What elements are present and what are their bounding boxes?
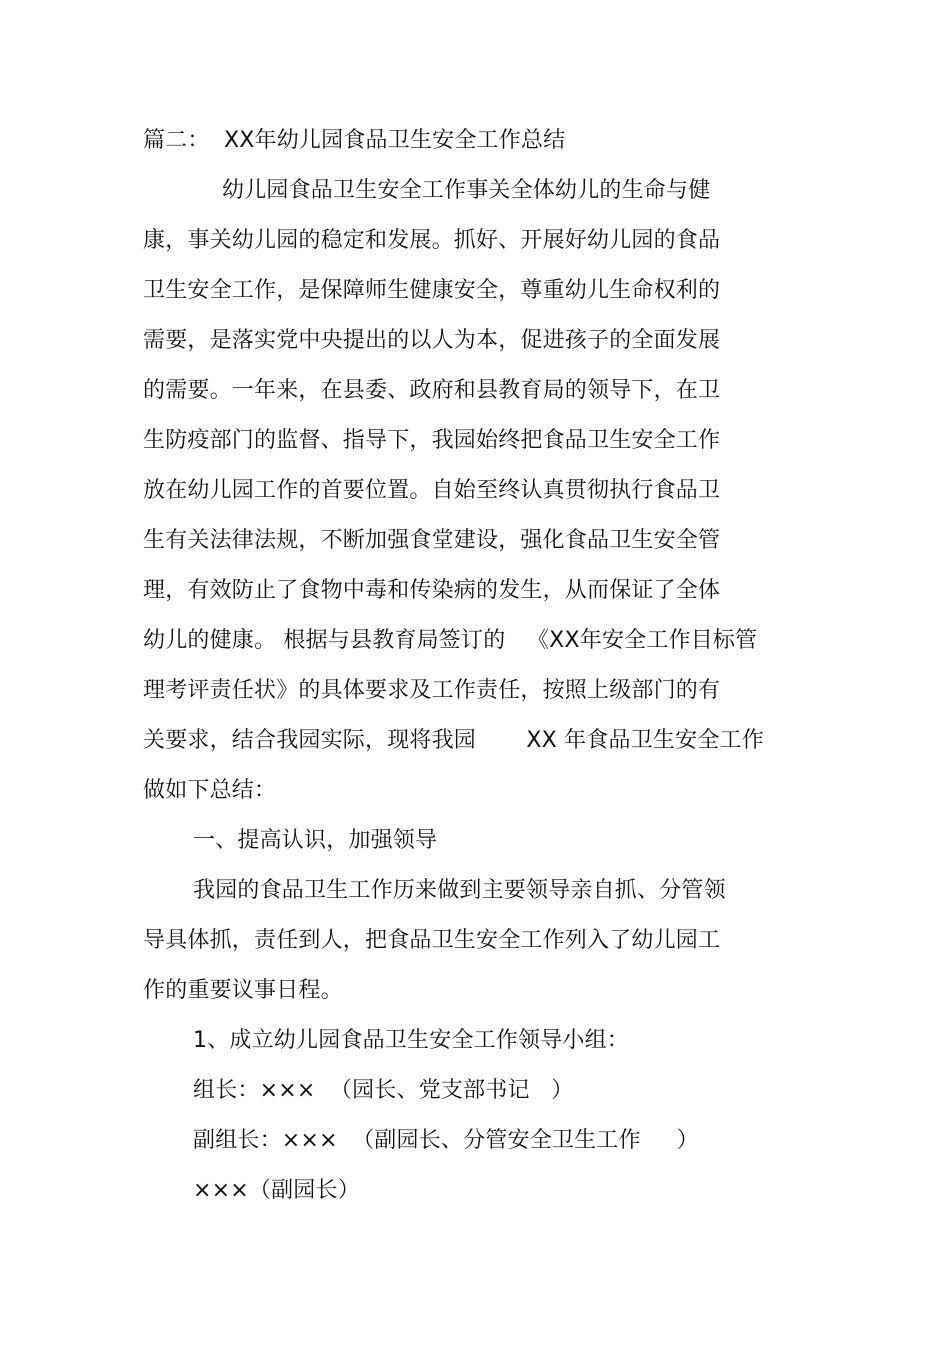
paragraph-line: 放在幼儿园工作的首要位置。自始至终认真贯彻执行食品卫: [143, 478, 721, 503]
paragraph-line: 需要，是落实党中央提出的以人为本，促进孩子的全面发展: [143, 328, 721, 353]
paragraph-line: 作的重要议事日程。: [143, 978, 343, 1003]
paragraph-line: 的需要。一年来，在县委、政府和县教育局的领导下，在卫: [143, 378, 721, 403]
paragraph-line: 卫生安全工作，是保障师生健康安全，尊重幼儿生命权利的: [143, 278, 721, 303]
section-heading: 一、提高认识，加强领导: [193, 828, 438, 853]
paragraph-line: 理考评责任状》的具体要求及工作责任，按照上级部门的有: [143, 678, 721, 703]
paragraph-line: 生有关法律法规，不断加强食堂建设，强化食品卫生安全管: [143, 528, 721, 553]
paragraph-line: 康，事关幼儿园的稳定和发展。抓好、开展好幼儿园的食品: [143, 228, 721, 253]
list-item: ×××（副园长）: [193, 1178, 360, 1203]
paragraph-line: 幼儿园食品卫生安全工作事关全体幼儿的生命与健: [222, 178, 711, 203]
paragraph-line: 我园的食品卫生工作历来做到主要领导亲自抓、分管领: [193, 878, 726, 903]
paragraph-line: 关要求，结合我园实际，现将我园 XX 年食品卫生安全工作: [143, 728, 764, 753]
paragraph-line: 导具体抓，责任到人，把食品卫生安全工作列入了幼儿园工: [143, 928, 721, 953]
document-title: 篇二： XX年幼儿园食品卫生安全工作总结: [143, 128, 566, 153]
list-item: 组长：××× （园长、党支部书记 ）: [193, 1078, 574, 1103]
list-item: 1、成立幼儿园食品卫生安全工作领导小组：: [193, 1028, 629, 1053]
paragraph-line: 生防疫部门的监督、指导下，我园始终把食品卫生安全工作: [143, 428, 721, 453]
list-item: 副组长：××× （副园长、分管安全卫生工作 ）: [193, 1128, 699, 1153]
paragraph-line: 做如下总结：: [143, 778, 277, 803]
paragraph-line: 理，有效防止了食物中毒和传染病的发生，从而保证了全体: [143, 578, 721, 603]
paragraph-line: 幼儿的健康。 根据与县教育局签订的 《XX年安全工作目标管: [143, 628, 758, 653]
